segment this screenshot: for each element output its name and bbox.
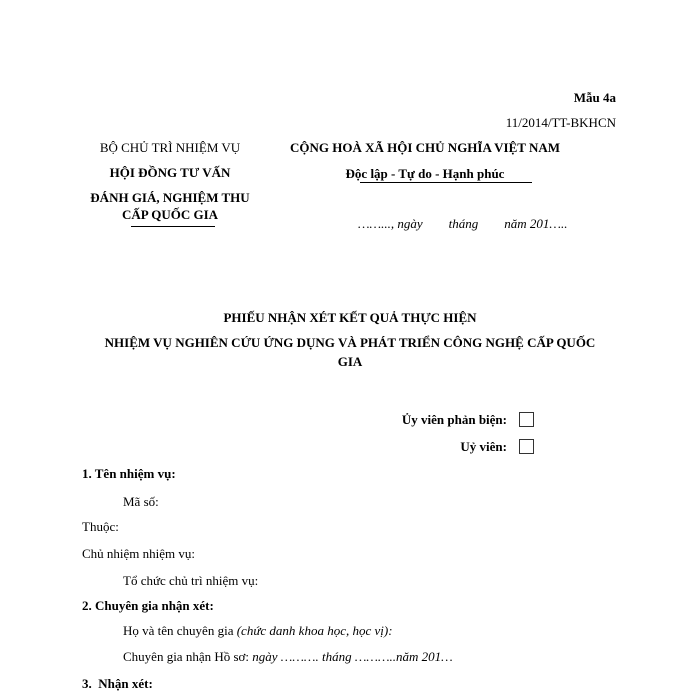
ministry-label: BỘ CHỦ TRÌ NHIỆM VỤ	[99, 140, 241, 155]
reviewer-label: Ủy viên phản biện:	[401, 412, 507, 427]
reviewer-checkbox[interactable]	[519, 412, 534, 427]
title-line-2: NHIỆM VỤ NGHIÊN CỨU ỨNG DỤNG VÀ PHÁT TRIỂN CÔNG NGHỆ CẤP QUỐC	[104, 335, 596, 350]
left-header-underline	[131, 226, 215, 227]
national-motto: Độc lập - Tự do - Hạnh phúc	[345, 166, 505, 181]
country-name: CỘNG HOÀ XÃ HỘI CHỦ NGHĨA VIỆT NAM	[290, 140, 561, 155]
title-line-1: PHIẾU NHẬN XÉT KẾT QUẢ THỰC HIỆN	[223, 310, 477, 325]
expert-name-line	[123, 623, 393, 639]
date-line: ……..., ngày tháng năm 201…..	[358, 216, 568, 231]
received-line	[123, 649, 453, 665]
motto-underline	[360, 182, 532, 183]
member-checkbox[interactable]	[519, 439, 534, 454]
council-purpose-label: ĐÁNH GIÁ, NGHIỆM THU	[90, 190, 250, 205]
expert-name-label: Họ và tên chuyên gia	[123, 623, 237, 638]
received-label: Chuyên gia nhận Hồ sơ:	[123, 649, 253, 664]
section1-heading: 1. Tên nhiệm vụ:	[82, 466, 176, 481]
section2-heading: 2. Chuyên gia nhận xét:	[82, 598, 214, 613]
leader-label: Chủ nhiệm nhiệm vụ:	[82, 546, 196, 561]
belongs-label: Thuộc:	[82, 519, 119, 534]
title-line-3: GIA	[337, 354, 363, 369]
member-label: Uỷ viên:	[460, 439, 507, 454]
expert-name-hint: (chức danh khoa học, học vị):	[236, 623, 393, 638]
council-level-label: CẤP QUỐC GIA	[121, 207, 219, 222]
received-date: ngày ………. tháng ………..năm 201…	[252, 649, 453, 664]
circular-number: 11/2014/TT-BKHCN	[505, 115, 616, 130]
host-org-label: Tổ chức chủ trì nhiệm vụ:	[123, 573, 259, 588]
code-label: Mã số:	[123, 494, 159, 509]
section3-heading: 3. Nhận xét:	[82, 676, 153, 691]
council-label: HỘI ĐỒNG TƯ VẤN	[109, 165, 231, 180]
form-code: Mẫu 4a	[573, 90, 616, 105]
